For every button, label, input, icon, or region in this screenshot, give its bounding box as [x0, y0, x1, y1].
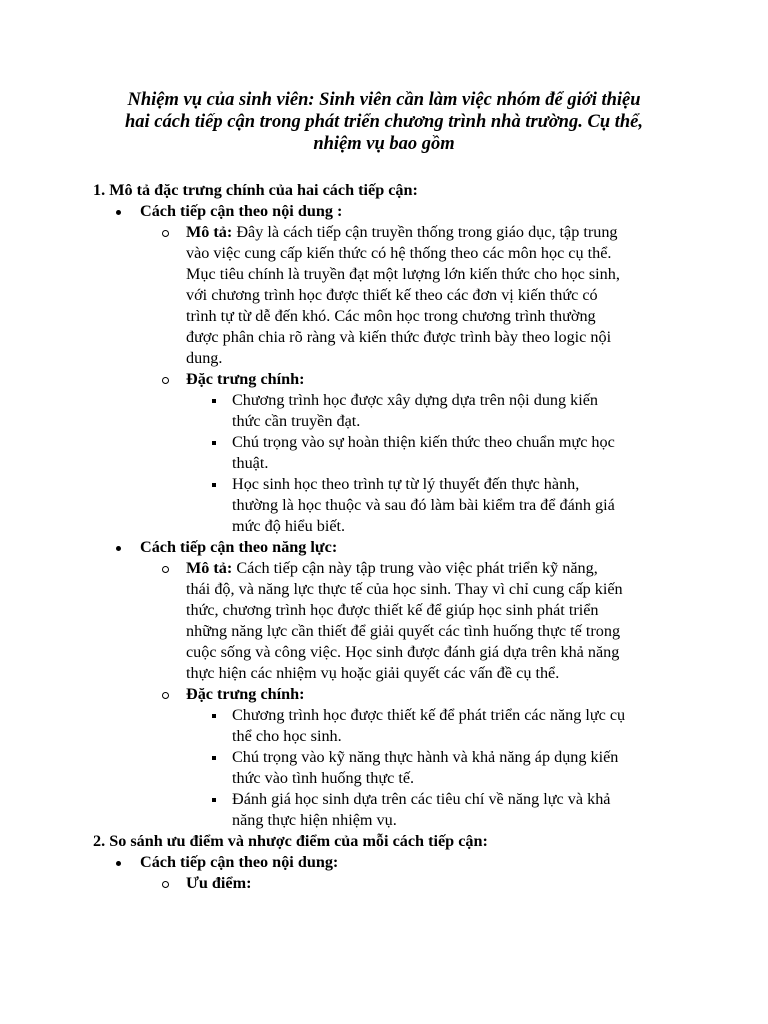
document-body	[0, 180, 768, 894]
description-line: thức, chương trình học được thiết kế để giúp học sinh phát triển	[186, 601, 599, 619]
description-text: Đây là cách tiếp cận truyền thống trong giáo dục, tập trung	[232, 223, 618, 241]
description-line: trình tự từ dễ đến khó. Các môn học trong chương trình thường	[186, 307, 596, 325]
square-bullet-icon	[212, 756, 216, 760]
feature-item: Học sinh học theo trình tự từ lý thuyết đến thực hành,	[0, 474, 768, 495]
circle-bullet-icon	[162, 881, 169, 888]
square-bullet-icon	[212, 798, 216, 802]
feature-line: mức độ hiểu biết.	[232, 517, 346, 535]
document-title	[80, 89, 688, 155]
disc-bullet-icon	[116, 861, 121, 866]
square-bullet-icon	[212, 399, 216, 403]
feature-item: Chú trọng vào kỹ năng thực hành và khả năng áp dụng kiến	[0, 747, 768, 768]
description-line: Mục tiêu chính là truyền đạt một lượng lớn kiến thức cho học sinh,	[186, 265, 620, 283]
feature-line: thức cần truyền đạt.	[232, 412, 361, 430]
circle-bullet-icon	[162, 692, 169, 699]
square-bullet-icon	[212, 441, 216, 445]
circle-bullet-icon	[162, 230, 169, 237]
title-line: Nhiệm vụ của sinh viên: Sinh viên cần làm việc nhóm để giới thiệu	[127, 90, 641, 110]
description-line: dung.	[186, 349, 223, 367]
section-heading: 1. Mô tả đặc trưng chính của hai cách tiếp cận:	[93, 181, 418, 199]
description-text: Cách tiếp cận này tập trung vào việc phát triển kỹ năng,	[232, 559, 598, 577]
description-line: với chương trình học được thiết kế theo các đơn vị kiến thức có	[186, 286, 598, 304]
description-line: thực hiện các nhiệm vụ hoặc giải quyết các vấn đề cụ thể.	[186, 664, 560, 682]
list-item-content-approach: Cách tiếp cận theo nội dung :	[0, 201, 768, 222]
feature-item: Chương trình học được xây dựng dựa trên nội dung kiến	[0, 390, 768, 411]
description-line: được phân chia rõ ràng và kiến thức được trình bày theo logic nội	[186, 328, 612, 346]
sub-item-advantages: Ưu điểm:	[0, 873, 768, 894]
disc-bullet-icon	[116, 546, 121, 551]
sub-item-features: Đặc trưng chính:	[0, 684, 768, 705]
feature-item: Đánh giá học sinh dựa trên các tiêu chí về năng lực và khả	[0, 789, 768, 810]
feature-line: năng thực hiện nhiệm vụ.	[232, 811, 397, 829]
sub-item-description	[0, 222, 768, 243]
list-item-content-approach: Cách tiếp cận theo nội dung:	[0, 852, 768, 873]
sub-item-description	[0, 558, 768, 579]
circle-bullet-icon	[162, 377, 169, 384]
title-line: nhiệm vụ bao gồm	[313, 134, 455, 154]
feature-item: Chú trọng vào sự hoàn thiện kiến thức theo chuẩn mực học	[0, 432, 768, 453]
description-label: Mô tả:	[186, 223, 233, 241]
description-line: thái độ, và năng lực thực tế của học sinh. Thay vì chỉ cung cấp kiến	[186, 580, 623, 598]
description-line: vào việc cung cấp kiến thức có hệ thống theo các môn học cụ thể.	[186, 244, 612, 262]
feature-item: Chương trình học được thiết kế để phát triển các năng lực cụ	[0, 705, 768, 726]
feature-line: thường là học thuộc và sau đó làm bài kiểm tra để đánh giá	[232, 496, 615, 514]
list-item-competency-approach: Cách tiếp cận theo năng lực:	[0, 537, 768, 558]
feature-line: thuật.	[232, 454, 269, 472]
title-line: hai cách tiếp cận trong phát triển chương trình nhà trường. Cụ thể,	[124, 112, 643, 132]
square-bullet-icon	[212, 714, 216, 718]
section-heading: 2. So sánh ưu điểm và nhược điểm của mỗi cách tiếp cận:	[93, 832, 488, 850]
circle-bullet-icon	[162, 566, 169, 573]
sub-item-features: Đặc trưng chính:	[0, 369, 768, 390]
description-line: cuộc sống và công việc. Học sinh được đánh giá dựa trên khả năng	[186, 643, 620, 661]
description-line: những năng lực cần thiết để giải quyết các tình huống thực tế trong	[186, 622, 621, 640]
feature-line: thể cho học sinh.	[232, 727, 342, 745]
disc-bullet-icon	[116, 210, 121, 215]
square-bullet-icon	[212, 483, 216, 487]
feature-line: thức vào tình huống thực tế.	[232, 769, 415, 787]
description-label: Mô tả:	[186, 559, 233, 577]
